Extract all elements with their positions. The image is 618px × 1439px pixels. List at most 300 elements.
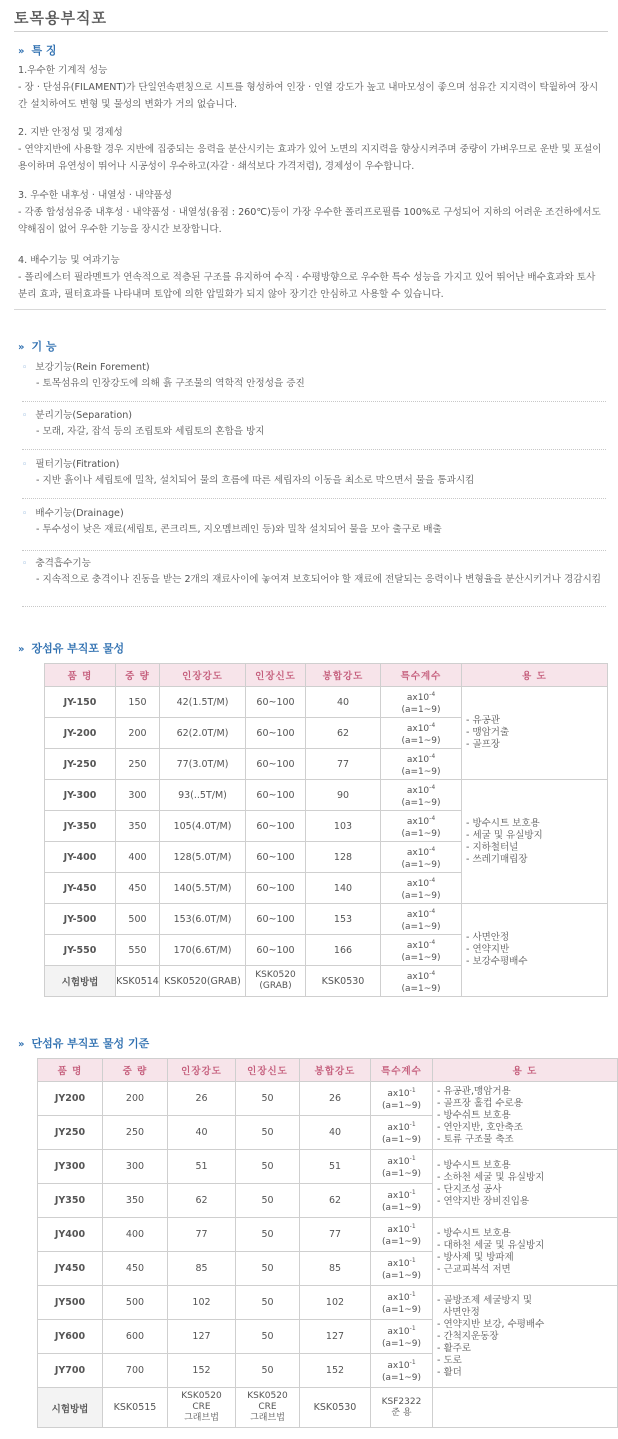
- use-item: - 방수시트 보호용: [437, 1227, 511, 1239]
- coef-base: ax10: [406, 909, 430, 920]
- seam-cell: 40: [306, 687, 381, 718]
- coef-range: (a=1~9): [381, 1203, 422, 1213]
- col-header: 인장강도: [168, 1059, 236, 1082]
- weight-cell: 400: [116, 842, 160, 873]
- use-item: - 세굴 및 유실방지: [466, 829, 543, 841]
- feature-title: 1.우수한 기계적 성능: [18, 65, 108, 76]
- test-elongation: [236, 1388, 300, 1428]
- test-method-row: [38, 1388, 618, 1428]
- use-item: - 연약지반 보강, 수평배수: [437, 1318, 545, 1330]
- coef-range: (a=1~9): [401, 890, 441, 901]
- use-item: - 소하천 세굴 및 유실방지: [437, 1171, 545, 1183]
- coef-line: [381, 844, 461, 859]
- col-header: 특수계수: [381, 664, 462, 687]
- feature-item-1: [18, 62, 604, 113]
- elongation-cell: 50: [236, 1252, 300, 1286]
- seam-cell: 153: [306, 904, 381, 935]
- table-row: [45, 780, 608, 811]
- coef-base: ax10: [387, 1361, 410, 1371]
- coef-line: [381, 875, 461, 890]
- use-item: - 연약지반 장비진입용: [437, 1195, 530, 1207]
- elongation-cell: 50: [236, 1082, 300, 1116]
- test-tensile: KSK0520(GRAB): [160, 966, 246, 997]
- elongation-cell: 50: [236, 1116, 300, 1150]
- long-fiber-heading-text: 장섬유 부직포 물성: [31, 642, 125, 655]
- weight-cell: 300: [103, 1150, 168, 1184]
- coef-range: (a=1~9): [401, 766, 441, 777]
- coef-value: [381, 782, 461, 809]
- seam-cell: 77: [300, 1218, 371, 1252]
- use-cell: [433, 1218, 618, 1286]
- coef-exponent: -1: [409, 1087, 416, 1094]
- features-divider: [14, 309, 606, 310]
- feature-item-4: [18, 252, 604, 303]
- test-seam: KSK0530: [306, 966, 381, 997]
- use-item: - 방수시트 보호용: [466, 817, 540, 829]
- coef-line: [371, 1153, 432, 1168]
- product-name: JY500: [38, 1286, 103, 1320]
- coef-cell: [381, 780, 462, 811]
- elongation-cell: 60~100: [246, 749, 306, 780]
- coef-exponent: -1: [409, 1291, 416, 1298]
- coef-base: ax10: [387, 1089, 410, 1099]
- weight-cell: 550: [116, 935, 160, 966]
- coef-cell: [371, 1082, 433, 1116]
- use-item: - 도로: [437, 1354, 462, 1366]
- table-row: [38, 1286, 618, 1320]
- table-header-row: [45, 664, 608, 687]
- use-item: - 골프장: [466, 739, 500, 750]
- test-tensile: [168, 1388, 236, 1428]
- coef-exponent: -4: [429, 752, 436, 760]
- use-item: - 골방조제 세굴방지 및: [437, 1294, 533, 1306]
- coef-line: [371, 1187, 432, 1202]
- line: KSK0520: [255, 970, 296, 980]
- product-name: JY350: [38, 1184, 103, 1218]
- coef-value: [381, 751, 461, 778]
- function-item-4: [22, 506, 602, 538]
- coef-value: [381, 968, 461, 995]
- line: KSF2322: [381, 1396, 422, 1407]
- coef-base: ax10: [406, 785, 430, 796]
- function-item-5: [22, 556, 602, 588]
- tensile-cell: 26: [168, 1082, 236, 1116]
- weight-cell: 700: [103, 1354, 168, 1388]
- product-name: JY-400: [45, 842, 116, 873]
- table-row: [38, 1150, 618, 1184]
- function-divider: [22, 401, 606, 402]
- seam-cell: 77: [306, 749, 381, 780]
- product-name: JY-250: [45, 749, 116, 780]
- use-cell: [462, 780, 608, 904]
- coef-exponent: -1: [409, 1359, 416, 1366]
- coef-exponent: -4: [429, 876, 436, 884]
- test-weight: KSK0515: [103, 1388, 168, 1428]
- table-row: [45, 904, 608, 935]
- function-title: 배수기능(Drainage): [35, 508, 124, 519]
- elongation-cell: 50: [236, 1150, 300, 1184]
- use-item: - 지하철터널: [466, 841, 519, 853]
- function-desc: - 모래, 자갈, 잡석 등의 조립토와 세립토의 혼합을 방지: [36, 426, 265, 437]
- elongation-cell: 60~100: [246, 873, 306, 904]
- circle-bullet-icon: ◦: [22, 411, 28, 421]
- use-item: - 사면안정: [466, 932, 510, 943]
- circle-bullet-icon: ◦: [22, 460, 28, 470]
- function-title: 보강기능(Rein Forement): [35, 362, 150, 373]
- use-item: - 간척지운동장: [437, 1330, 499, 1342]
- weight-cell: 500: [116, 904, 160, 935]
- product-name: JY300: [38, 1150, 103, 1184]
- coef-exponent: -4: [429, 690, 436, 698]
- product-name: JY-200: [45, 718, 116, 749]
- seam-cell: 103: [306, 811, 381, 842]
- function-title: 충격흡수기능: [35, 558, 91, 569]
- coef-line: [371, 1323, 432, 1338]
- feature-title: 4. 배수기능 및 여과기능: [18, 255, 120, 266]
- coef-range: (a=1~9): [381, 1373, 422, 1383]
- col-header: 중 량: [116, 664, 160, 687]
- seam-cell: 62: [306, 718, 381, 749]
- use-cell: [433, 1150, 618, 1218]
- seam-cell: 85: [300, 1252, 371, 1286]
- coef-cell: [381, 935, 462, 966]
- line: CRE: [192, 1402, 211, 1412]
- tensile-cell: 102: [168, 1286, 236, 1320]
- function-item-3: [22, 457, 602, 489]
- test-tensile-text: [168, 1391, 235, 1424]
- coef-cell: [381, 873, 462, 904]
- tensile-cell: 77: [168, 1218, 236, 1252]
- coef-base: ax10: [387, 1293, 410, 1303]
- coef-base: ax10: [387, 1191, 410, 1201]
- features-heading-text: 특 징: [31, 44, 57, 57]
- weight-cell: 600: [103, 1320, 168, 1354]
- seam-cell: 40: [300, 1116, 371, 1150]
- coef-value: [381, 720, 461, 747]
- coef-value: [381, 937, 461, 964]
- product-name: JY250: [38, 1116, 103, 1150]
- double-chevron-icon: »: [18, 46, 24, 57]
- use-cell: [433, 1286, 618, 1388]
- weight-cell: 450: [116, 873, 160, 904]
- product-name: JY-150: [45, 687, 116, 718]
- use-item: - 맹암거출: [466, 727, 510, 738]
- use-item: - 방수시트 보호용: [437, 1159, 511, 1171]
- coef-base: ax10: [406, 816, 430, 827]
- weight-cell: 250: [103, 1116, 168, 1150]
- use-item: - 연약지반: [466, 944, 510, 955]
- use-item: - 유공관,맹암거용: [437, 1085, 511, 1097]
- coef-cell: [381, 966, 462, 997]
- seam-cell: 127: [300, 1320, 371, 1354]
- feature-title: 2. 지반 안정성 및 경제성: [18, 127, 123, 138]
- coef-line: [381, 813, 461, 828]
- use-item: - 활더: [437, 1366, 462, 1378]
- tensile-cell: 128(5.0T/M): [160, 842, 246, 873]
- coef-exponent: -4: [429, 845, 436, 853]
- features-heading: [18, 42, 57, 58]
- coef-line: [381, 689, 461, 704]
- coef-exponent: -1: [409, 1257, 416, 1264]
- weight-cell: 450: [103, 1252, 168, 1286]
- function-divider: [22, 606, 606, 607]
- test-coef: [371, 1388, 433, 1428]
- coef-cell: [381, 687, 462, 718]
- tensile-cell: 140(5.5T/M): [160, 873, 246, 904]
- coef-line: [371, 1221, 432, 1236]
- coef-value: [371, 1221, 432, 1248]
- elongation-cell: 60~100: [246, 935, 306, 966]
- test-elongation: [246, 966, 306, 997]
- short-fiber-table: [37, 1058, 618, 1428]
- col-header: 특수계수: [371, 1059, 433, 1082]
- weight-cell: 150: [116, 687, 160, 718]
- product-name: JY-300: [45, 780, 116, 811]
- weight-cell: 200: [103, 1082, 168, 1116]
- coef-exponent: -4: [429, 721, 436, 729]
- coef-range: (a=1~9): [381, 1101, 422, 1111]
- product-name: JY600: [38, 1320, 103, 1354]
- coef-range: (a=1~9): [381, 1169, 422, 1179]
- tensile-cell: 127: [168, 1320, 236, 1354]
- elongation-cell: 50: [236, 1184, 300, 1218]
- tensile-cell: 105(4.0T/M): [160, 811, 246, 842]
- coef-line: [371, 1085, 432, 1100]
- coef-range: (a=1~9): [381, 1271, 422, 1281]
- elongation-cell: 50: [236, 1354, 300, 1388]
- test-weight: KSK0514: [116, 966, 160, 997]
- weight-cell: 300: [116, 780, 160, 811]
- seam-cell: 166: [306, 935, 381, 966]
- coef-cell: [371, 1184, 433, 1218]
- use-item: 사면안정: [437, 1306, 480, 1318]
- tensile-cell: 62: [168, 1184, 236, 1218]
- line: 그래브법: [250, 1413, 285, 1423]
- feature-desc: - 장 · 단섬유(FILAMENT)가 단일연속편칭으로 시트를 형성하여 인장 · 인열 강도가 높고 내마모성이 좋으며 섬유간 지지력이 탁월하여 장시간 설치하여도 변형 및 물성의 변화가 거의 없습니다.: [18, 82, 599, 110]
- test-use: [433, 1388, 618, 1428]
- col-header: 인장신도: [236, 1059, 300, 1082]
- tensile-cell: 77(3.0T/M): [160, 749, 246, 780]
- elongation-cell: 60~100: [246, 842, 306, 873]
- table-row: [38, 1218, 618, 1252]
- coef-value: [371, 1255, 432, 1282]
- function-item-2: [22, 408, 602, 440]
- short-fiber-heading: [18, 1035, 149, 1051]
- title-divider: [14, 31, 608, 32]
- coef-line: [381, 751, 461, 766]
- coef-value: [371, 1187, 432, 1214]
- coef-base: ax10: [406, 754, 430, 765]
- function-divider: [22, 498, 606, 499]
- use-item: - 근교피복석 저면: [437, 1263, 511, 1275]
- tensile-cell: 170(6.6T/M): [160, 935, 246, 966]
- coef-value: [371, 1357, 432, 1384]
- coef-range: (a=1~9): [381, 1237, 422, 1247]
- coef-range: (a=1~9): [401, 952, 441, 963]
- coef-cell: [371, 1320, 433, 1354]
- coef-base: ax10: [387, 1157, 410, 1167]
- function-desc: - 투수성이 낮은 재료(세립토, 콘크리트, 지오멤브레인 등)와 밀착 설치되어 물을 모아 출구로 배출: [36, 524, 442, 535]
- use-item: - 토류 구조물 축조: [437, 1133, 514, 1145]
- test-seam: KSK0530: [300, 1388, 371, 1428]
- circle-bullet-icon: ◦: [22, 559, 28, 569]
- coef-cell: [381, 718, 462, 749]
- use-cell: [462, 687, 608, 780]
- double-chevron-icon: »: [18, 644, 24, 655]
- double-chevron-icon: »: [18, 1039, 24, 1050]
- elongation-cell: 50: [236, 1218, 300, 1252]
- seam-cell: 102: [300, 1286, 371, 1320]
- feature-desc: - 각종 합성섬유중 내후성 · 내약품성 · 내열성(융점 : 260℃)등이 가장 우수한 폴리프로필름 100%로 구성되어 지하의 어려운 조건하에서도 약해짐이 없어 우수한 기능을 장시간 보장합니다.: [18, 207, 601, 235]
- coef-base: ax10: [406, 971, 430, 982]
- coef-range: (a=1~9): [401, 735, 441, 746]
- test-method-label: 시험방법: [38, 1388, 103, 1428]
- coef-value: [381, 844, 461, 871]
- seam-cell: 90: [306, 780, 381, 811]
- tensile-cell: 85: [168, 1252, 236, 1286]
- coef-value: [371, 1289, 432, 1316]
- coef-line: [381, 720, 461, 735]
- function-desc: - 지반 흙이나 세립토에 밀착, 설치되어 물의 흐름에 따른 세립자의 이동을 최소로 막으면서 물을 통과시킴: [36, 475, 475, 486]
- coef-range: (a=1~9): [401, 983, 441, 994]
- coef-exponent: -1: [409, 1155, 416, 1162]
- coef-exponent: -4: [429, 783, 436, 791]
- long-fiber-table: [44, 663, 608, 997]
- col-header: 품 명: [45, 664, 116, 687]
- coef-base: ax10: [387, 1123, 410, 1133]
- function-desc: - 지속적으로 충격이나 진동을 받는 2개의 재료사이에 놓여져 보호되어야 할 재료에 전달되는 응력이나 변형율을 분산시키거나 경감시킴: [36, 574, 602, 585]
- coef-base: ax10: [406, 878, 430, 889]
- coef-exponent: -4: [429, 969, 436, 977]
- line: (GRAB): [259, 981, 292, 991]
- circle-bullet-icon: ◦: [22, 363, 28, 373]
- coef-range: (a=1~9): [381, 1305, 422, 1315]
- function-divider: [22, 550, 606, 551]
- use-item: - 유공관: [466, 715, 500, 726]
- col-header: 인장신도: [246, 664, 306, 687]
- test-elongation-text: [236, 1391, 299, 1424]
- table-header-row: [38, 1059, 618, 1082]
- function-title: 필터기능(Fitration): [35, 459, 120, 470]
- use-item: - 활주로: [437, 1342, 471, 1354]
- coef-value: [371, 1119, 432, 1146]
- feature-desc: - 연약지반에 사용할 경우 지반에 집중되는 응력을 분산시키는 효과가 있어 노면의 지지력을 향상시켜주며 중량이 가벼우므로 운반 및 포설이 용이하며 유연성이 뛰어나 시공성이 우수하고(자갈 · 쇄석보다 가격저렴), 경제성이 우수합니다.: [18, 144, 602, 172]
- line: 그래브법: [184, 1413, 219, 1423]
- coef-line: [381, 906, 461, 921]
- tensile-cell: 62(2.0T/M): [160, 718, 246, 749]
- seam-cell: 140: [306, 873, 381, 904]
- test-coef-text: [371, 1397, 432, 1419]
- coef-cell: [371, 1354, 433, 1388]
- coef-base: ax10: [387, 1327, 410, 1337]
- seam-cell: 152: [300, 1354, 371, 1388]
- circle-bullet-icon: ◦: [22, 509, 28, 519]
- coef-exponent: -4: [429, 907, 436, 915]
- coef-line: [381, 782, 461, 797]
- coef-range: (a=1~9): [401, 859, 441, 870]
- product-name: JY450: [38, 1252, 103, 1286]
- weight-cell: 500: [103, 1286, 168, 1320]
- coef-exponent: -1: [409, 1189, 416, 1196]
- use-item: - 골프장 홀컵 수로용: [437, 1097, 523, 1109]
- use-item: - 보강수평배수: [466, 956, 528, 967]
- tensile-cell: 42(1.5T/M): [160, 687, 246, 718]
- coef-cell: [381, 749, 462, 780]
- coef-range: (a=1~9): [401, 704, 441, 715]
- coef-line: [381, 937, 461, 952]
- test-elongation-text: [246, 970, 305, 992]
- coef-cell: [371, 1218, 433, 1252]
- coef-value: [371, 1153, 432, 1180]
- elongation-cell: 60~100: [246, 780, 306, 811]
- coef-range: (a=1~9): [381, 1135, 422, 1145]
- use-item: - 방수쉬트 보호용: [437, 1109, 511, 1121]
- coef-exponent: -1: [409, 1121, 416, 1128]
- page-title: 토목용부직포: [14, 9, 107, 27]
- feature-title: 3. 우수한 내후성 · 내열성 · 내약품성: [18, 190, 173, 201]
- seam-cell: 62: [300, 1184, 371, 1218]
- coef-exponent: -1: [409, 1223, 416, 1230]
- feature-item-2: [18, 124, 604, 175]
- use-cell: [433, 1082, 618, 1150]
- coef-value: [371, 1323, 432, 1350]
- tensile-cell: 51: [168, 1150, 236, 1184]
- coef-exponent: -1: [409, 1325, 416, 1332]
- col-header: 중 량: [103, 1059, 168, 1082]
- product-name: JY-550: [45, 935, 116, 966]
- coef-base: ax10: [387, 1225, 410, 1235]
- elongation-cell: 50: [236, 1320, 300, 1354]
- coef-base: ax10: [406, 847, 430, 858]
- coef-line: [371, 1119, 432, 1134]
- weight-cell: 350: [103, 1184, 168, 1218]
- product-name: JY200: [38, 1082, 103, 1116]
- line: KSK0520: [247, 1391, 288, 1401]
- function-title: 분리기능(Separation): [35, 410, 133, 421]
- product-name: JY700: [38, 1354, 103, 1388]
- seam-cell: 51: [300, 1150, 371, 1184]
- use-cell: [462, 904, 608, 997]
- weight-cell: 350: [116, 811, 160, 842]
- coef-base: ax10: [406, 723, 430, 734]
- coef-range: (a=1~9): [401, 828, 441, 839]
- use-item: - 대하천 세굴 및 유실방지: [437, 1239, 545, 1251]
- tensile-cell: 152: [168, 1354, 236, 1388]
- col-header: 용 도: [433, 1059, 618, 1082]
- use-item: - 연안지반, 호안축조: [437, 1121, 523, 1133]
- coef-cell: [381, 811, 462, 842]
- product-name: JY-350: [45, 811, 116, 842]
- use-item: - 방사제 및 방파제: [437, 1251, 514, 1263]
- coef-exponent: -4: [429, 814, 436, 822]
- feature-item-3: [18, 187, 604, 238]
- functions-heading-text: 기 능: [31, 340, 57, 353]
- col-header: 인장강도: [160, 664, 246, 687]
- table-row: [45, 687, 608, 718]
- tensile-cell: 153(6.0T/M): [160, 904, 246, 935]
- coef-cell: [371, 1252, 433, 1286]
- elongation-cell: 60~100: [246, 904, 306, 935]
- elongation-cell: 60~100: [246, 687, 306, 718]
- weight-cell: 200: [116, 718, 160, 749]
- double-chevron-icon: »: [18, 342, 24, 353]
- coef-value: [381, 875, 461, 902]
- coef-cell: [371, 1116, 433, 1150]
- coef-cell: [381, 842, 462, 873]
- coef-cell: [371, 1150, 433, 1184]
- coef-base: ax10: [387, 1259, 410, 1269]
- use-item: - 쓰레기매립장: [466, 853, 528, 865]
